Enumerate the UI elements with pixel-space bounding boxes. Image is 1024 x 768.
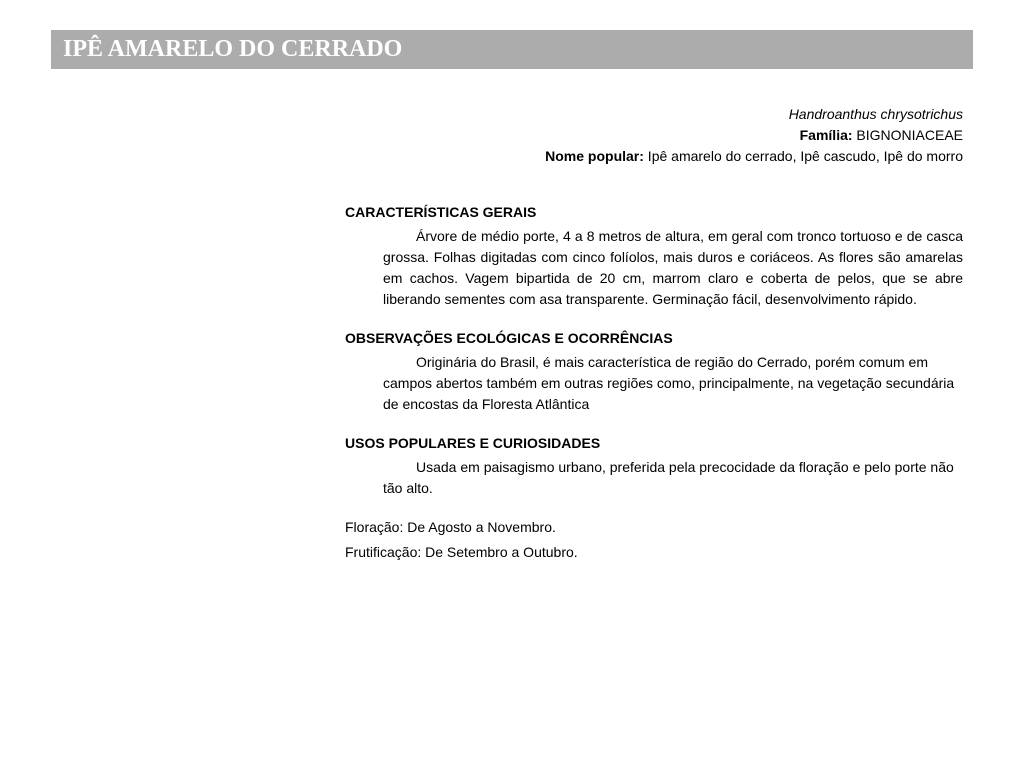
scientific-name: Handroanthus chrysotrichus (788, 106, 963, 122)
popular-name-line (403, 146, 963, 167)
title-bar (51, 30, 973, 69)
family-line (403, 125, 963, 146)
popular-name-label: Nome popular: (545, 148, 644, 164)
content-body (345, 202, 963, 567)
fruiting-period: Frutificação: De Setembro a Outubro. (345, 544, 578, 560)
section-heading-uses: USOS POPULARES E CURIOSIDADES (345, 435, 601, 451)
flowering-period: Floração: De Agosto a Novembro. (345, 519, 556, 535)
section-heading-general: CARACTERÍSTICAS GERAIS (345, 204, 537, 220)
section-text-ecology: Originária do Brasil, é mais característica de região do Cerrado, porém comum em campos abertos também em outras regiões como, principalmente, na vegetação secundária de encostas da Floresta Atlântica (383, 354, 955, 412)
page-title: IPÊ AMARELO DO CERRADO (63, 36, 403, 62)
species-info (403, 104, 963, 167)
section-heading-ecology: OBSERVAÇÕES ECOLÓGICAS E OCORRÊNCIAS (345, 330, 673, 346)
section-ecology (345, 328, 963, 415)
section-text-general: Árvore de médio porte, 4 a 8 metros de altura, em geral com tronco tortuoso e de casca grossa. Folhas digitadas com cinco folíolos, mais duros e coriáceos. As flores são amarelas em cachos. Vagem bipartida de 20 cm, marrom claro e coberta de pelos, que se abre liberando sementes com asa transparente. Germinação fácil, desenvolvimento rápido. (383, 228, 963, 307)
family-label: Família: (799, 127, 853, 143)
popular-name-value: Ipê amarelo do cerrado, Ipê cascudo, Ipê do morro (643, 148, 963, 164)
section-general (345, 202, 963, 310)
section-uses (345, 433, 963, 499)
family-value: BIGNONIACEAE (852, 127, 963, 143)
section-text-uses: Usada em paisagismo urbano, preferida pela precocidade da floração e pelo porte não tão alto. (383, 459, 954, 496)
